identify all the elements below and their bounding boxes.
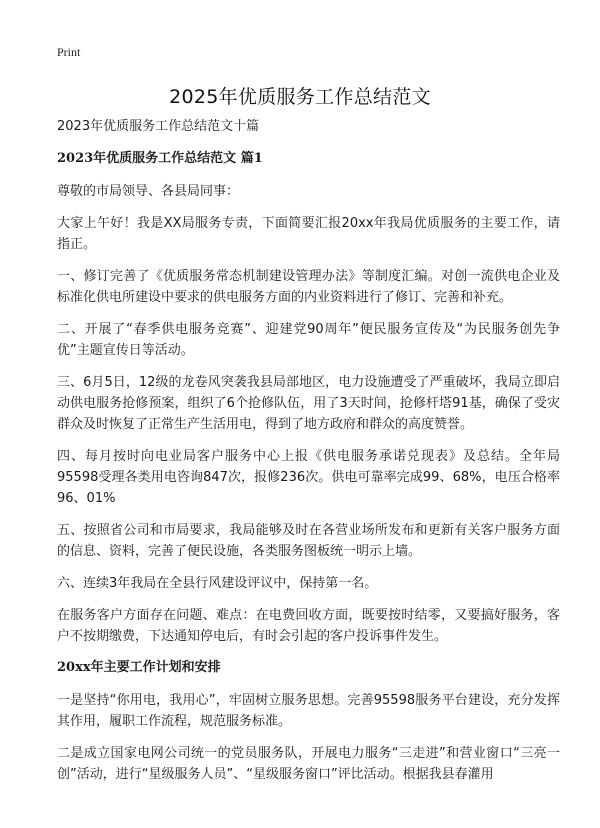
issues-paragraph: 在服务客户方面存在问题、难点：在电费回收方面，既要按时结零，又要搞好服务，客户不按期缴费，下达通知停电后，有时会引起的客户投诉事件发生。: [57, 608, 560, 644]
item-6-paragraph: 六、连续3年我局在全县行风建设评议中，保持第一名。: [57, 576, 378, 591]
document-body: [57, 117, 560, 796]
salutation-paragraph: 尊敬的市局领导、各县局同事：: [57, 184, 240, 199]
plan-1-paragraph: 一是坚持“你用电，我用心”，牢固树立服务思想。完善95598服务平台建设，充分发挥其作用，履职工作流程，规范服务标准。: [57, 693, 560, 729]
print-link[interactable]: Print: [57, 45, 81, 59]
document-title: 2025年优质服务工作总结范文: [169, 86, 431, 108]
item-4-paragraph: 四、每月按时向电业局客户服务中心上报《供电服务承诺兑现表》及总结。全年局95598受理各类用电咨询847次，报修236次。供电可靠率完成99、68%，电压合格率96、01%: [57, 449, 560, 506]
item-1-paragraph: 一、修订完善了《优质服务常态机制建设管理办法》等制度汇编。对创一流供电企业及标准化供电所建设中要求的供电服务方面的内业资料进行了修订、完善和补充。: [57, 269, 560, 305]
item-3-paragraph: 三、6月5日，12级的龙卷风突袭我县局部地区，电力设施遭受了严重破坏，我局立即启动供电服务抢修预案，组织了6个抢修队伍，用了3天时间，抢修杆塔91基，确保了受灾群众及时恢复了正常生产生活用电，得到了地方政府和群众的高度赞誉。: [57, 375, 560, 432]
section-heading-1: 2023年优质服务工作总结范文 篇1: [57, 151, 263, 166]
plan-2-paragraph: 二是成立国家电网公司统一的党员服务队，开展电力服务“三走进”和营业窗口“三亮一创”活动，进行“星级服务人员”、“星级服务窗口”评比活动。根据我县春灌用: [57, 746, 560, 782]
section-heading-2: 20xx年主要工作计划和安排: [57, 660, 221, 675]
document-subtitle: 2023年优质服务工作总结范文十篇: [57, 119, 260, 134]
intro-paragraph: 大家上午好！我是XX局服务专责，下面简要汇报20xx年我局优质服务的主要工作，请指正。: [57, 216, 560, 252]
item-5-paragraph: 五、按照省公司和市局要求，我局能够及时在各营业场所发布和更新有关客户服务方面的信息、资料，完善了便民设施，各类服务图板统一明示上墙。: [57, 523, 560, 559]
item-2-paragraph: 二、开展了“春季供电服务竞赛”、迎建党90周年”便民服务宣传及“为民服务创先争优”主题宣传日等活动。: [57, 322, 560, 358]
